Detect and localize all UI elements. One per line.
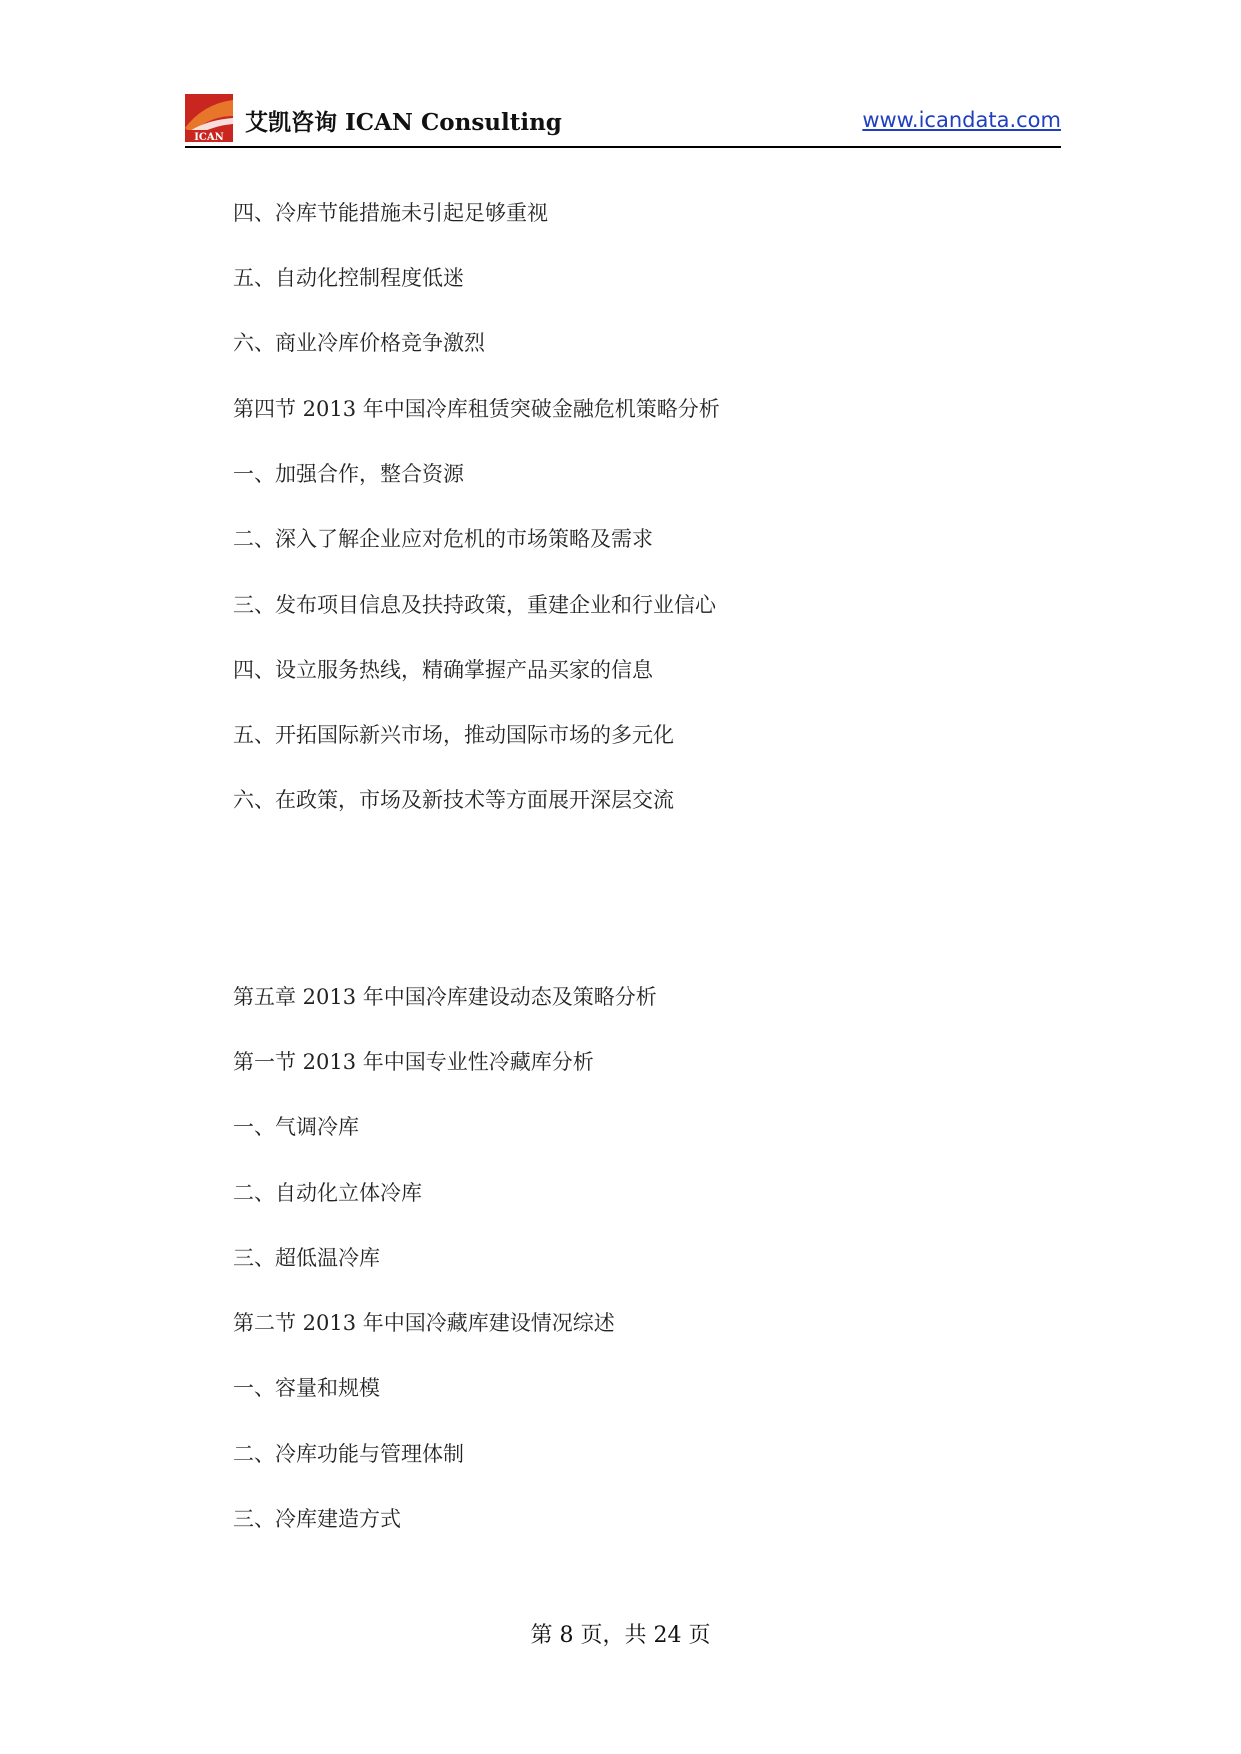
toc-item: 一、容量和规模 <box>233 1376 380 1400</box>
ican-logo-icon <box>185 94 233 142</box>
website-link[interactable]: www.icandata.com <box>862 108 1061 132</box>
toc-item: 四、冷库节能措施未引起足够重视 <box>233 201 548 225</box>
toc-item: 二、自动化立体冷库 <box>233 1181 422 1205</box>
toc-item: 一、气调冷库 <box>233 1115 359 1139</box>
logo-text: ICAN <box>194 132 224 142</box>
toc-item: 五、自动化控制程度低迷 <box>233 266 464 290</box>
toc-chapter-heading: 第五章 2013 年中国冷库建设动态及策略分析 <box>233 985 657 1009</box>
toc-item: 二、深入了解企业应对危机的市场策略及需求 <box>233 527 653 551</box>
toc-item: 五、开拓国际新兴市场，推动国际市场的多元化 <box>233 723 674 747</box>
toc-section-heading: 第四节 2013 年中国冷库租赁突破金融危机策略分析 <box>233 397 720 421</box>
toc-item: 三、冷库建造方式 <box>233 1507 401 1531</box>
toc-section-heading: 第一节 2013 年中国专业性冷藏库分析 <box>233 1050 594 1074</box>
toc-item: 三、超低温冷库 <box>233 1246 380 1270</box>
toc-item: 四、设立服务热线，精确掌握产品买家的信息 <box>233 658 653 682</box>
toc-item: 六、在政策，市场及新技术等方面展开深层交流 <box>233 788 674 812</box>
page-header <box>185 92 1061 148</box>
toc-item: 一、加强合作，整合资源 <box>233 462 464 486</box>
toc-item: 三、发布项目信息及扶持政策，重建企业和行业信心 <box>233 593 716 617</box>
page-number: 第 8 页，共 24 页 <box>530 1623 711 1648</box>
brand-name: 艾凯咨询 ICAN Consulting <box>245 109 562 136</box>
toc-item: 二、冷库功能与管理体制 <box>233 1442 464 1466</box>
toc-section-heading: 第二节 2013 年中国冷藏库建设情况综述 <box>233 1311 615 1335</box>
toc-item: 六、商业冷库价格竞争激烈 <box>233 331 485 355</box>
